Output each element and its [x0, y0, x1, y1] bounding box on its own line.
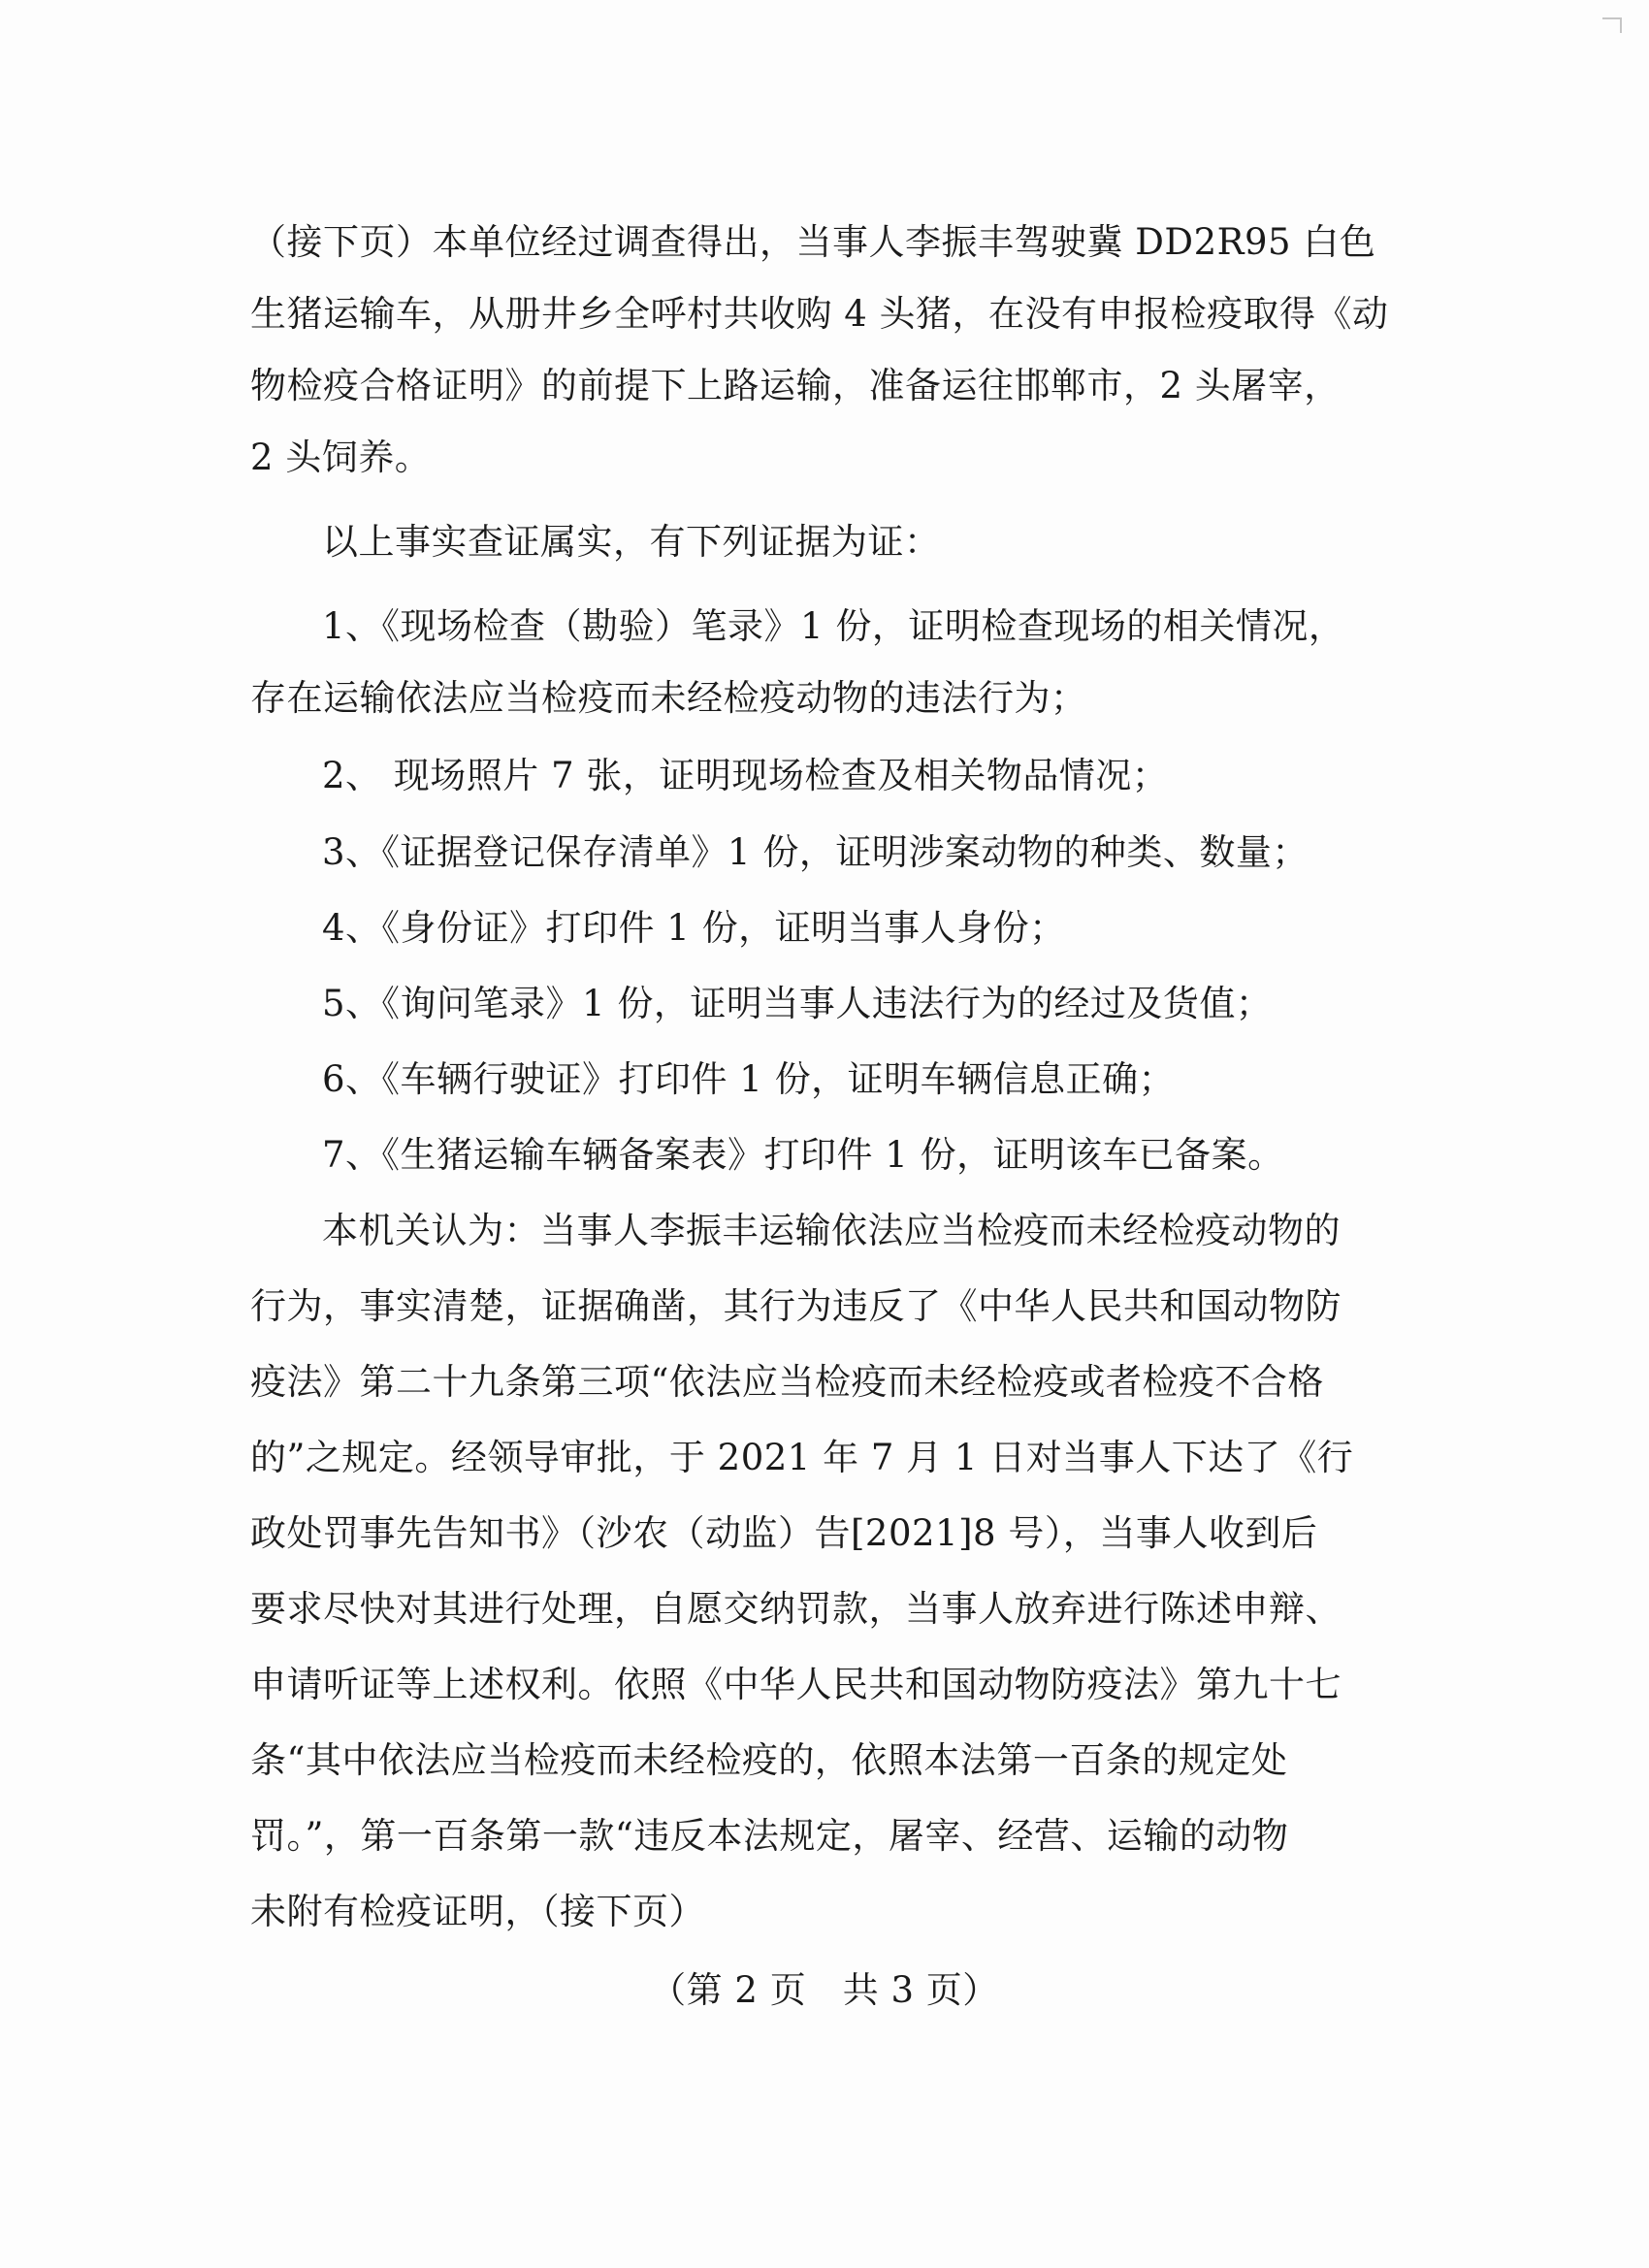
conclusion-line-10: 未附有检疫证明，（接下页）	[250, 1891, 705, 1932]
evidence-item-1-cont: 存在运输依法应当检疫而未经检疫动物的违法行为；	[250, 677, 1087, 719]
conclusion-line-3: 疫法》第二十九条第三项“依法应当检疫而未经检疫或者检疫不合格	[250, 1361, 1324, 1403]
conclusion-line-8: 条“其中依法应当检疫而未经检疫的，依照本法第一百条的规定处	[250, 1739, 1288, 1781]
conclusion-line-6: 要求尽快对其进行处理，自愿交纳罚款，当事人放弃进行陈述申辩、	[250, 1588, 1342, 1630]
evidence-item-4: 4、《身份证》打印件 1 份，证明当事人身份；	[322, 907, 1066, 949]
conclusion-line-4: 的”之规定。经领导审批，于 2021 年 7 月 1 日对当事人下达了《行	[250, 1437, 1354, 1478]
conclusion-line-5: 政处罚事先告知书》（沙农（动监）告[2021]8 号），当事人收到后	[250, 1512, 1318, 1554]
evidence-intro: 以上事实查证属实，有下列证据为证：	[322, 521, 941, 563]
page-number-footer: （第 2 页 共 3 页）	[650, 1969, 999, 2011]
paragraph1-line-1: （接下页）本单位经过调查得出，当事人李振丰驾驶冀 DD2R95 白色	[250, 221, 1376, 263]
paragraph1-line-4: 2 头饲养。	[250, 437, 432, 478]
scan-corner-mark	[1602, 17, 1622, 33]
evidence-item-1: 1、《现场检查（勘验）笔录》1 份，证明检查现场的相关情况，	[322, 605, 1345, 647]
conclusion-line-9: 罚。”，第一百条第一款“违反本法规定，屠宰、经营、运输的动物	[250, 1815, 1289, 1857]
conclusion-line-1: 本机关认为：当事人李振丰运输依法应当检疫而未经检疫动物的	[322, 1210, 1341, 1251]
paragraph1-line-3: 物检疫合格证明》的前提下上路运输，准备运往邯郸市，2 头屠宰，	[250, 365, 1341, 406]
evidence-item-7: 7、《生猪运输车辆备案表》打印件 1 份，证明该车已备案。	[322, 1134, 1284, 1176]
evidence-item-5: 5、《询问笔录》1 份，证明当事人违法行为的经过及货值；	[322, 983, 1273, 1024]
evidence-item-2: 2、 现场照片 7 张，证明现场检查及相关物品情况；	[322, 755, 1169, 796]
evidence-item-6: 6、《车辆行驶证》打印件 1 份，证明车辆信息正确；	[322, 1058, 1176, 1100]
evidence-item-3: 3、《证据登记保存清单》1 份，证明涉案动物的种类、数量；	[322, 831, 1309, 873]
conclusion-line-7: 申请听证等上述权利。依照《中华人民共和国动物防疫法》第九十七	[250, 1664, 1342, 1705]
paragraph1-line-2: 生猪运输车，从册井乡全呼村共收购 4 头猪，在没有申报检疫取得《动	[250, 293, 1389, 335]
conclusion-line-2: 行为，事实清楚，证据确凿，其行为违反了《中华人民共和国动物防	[250, 1285, 1342, 1327]
